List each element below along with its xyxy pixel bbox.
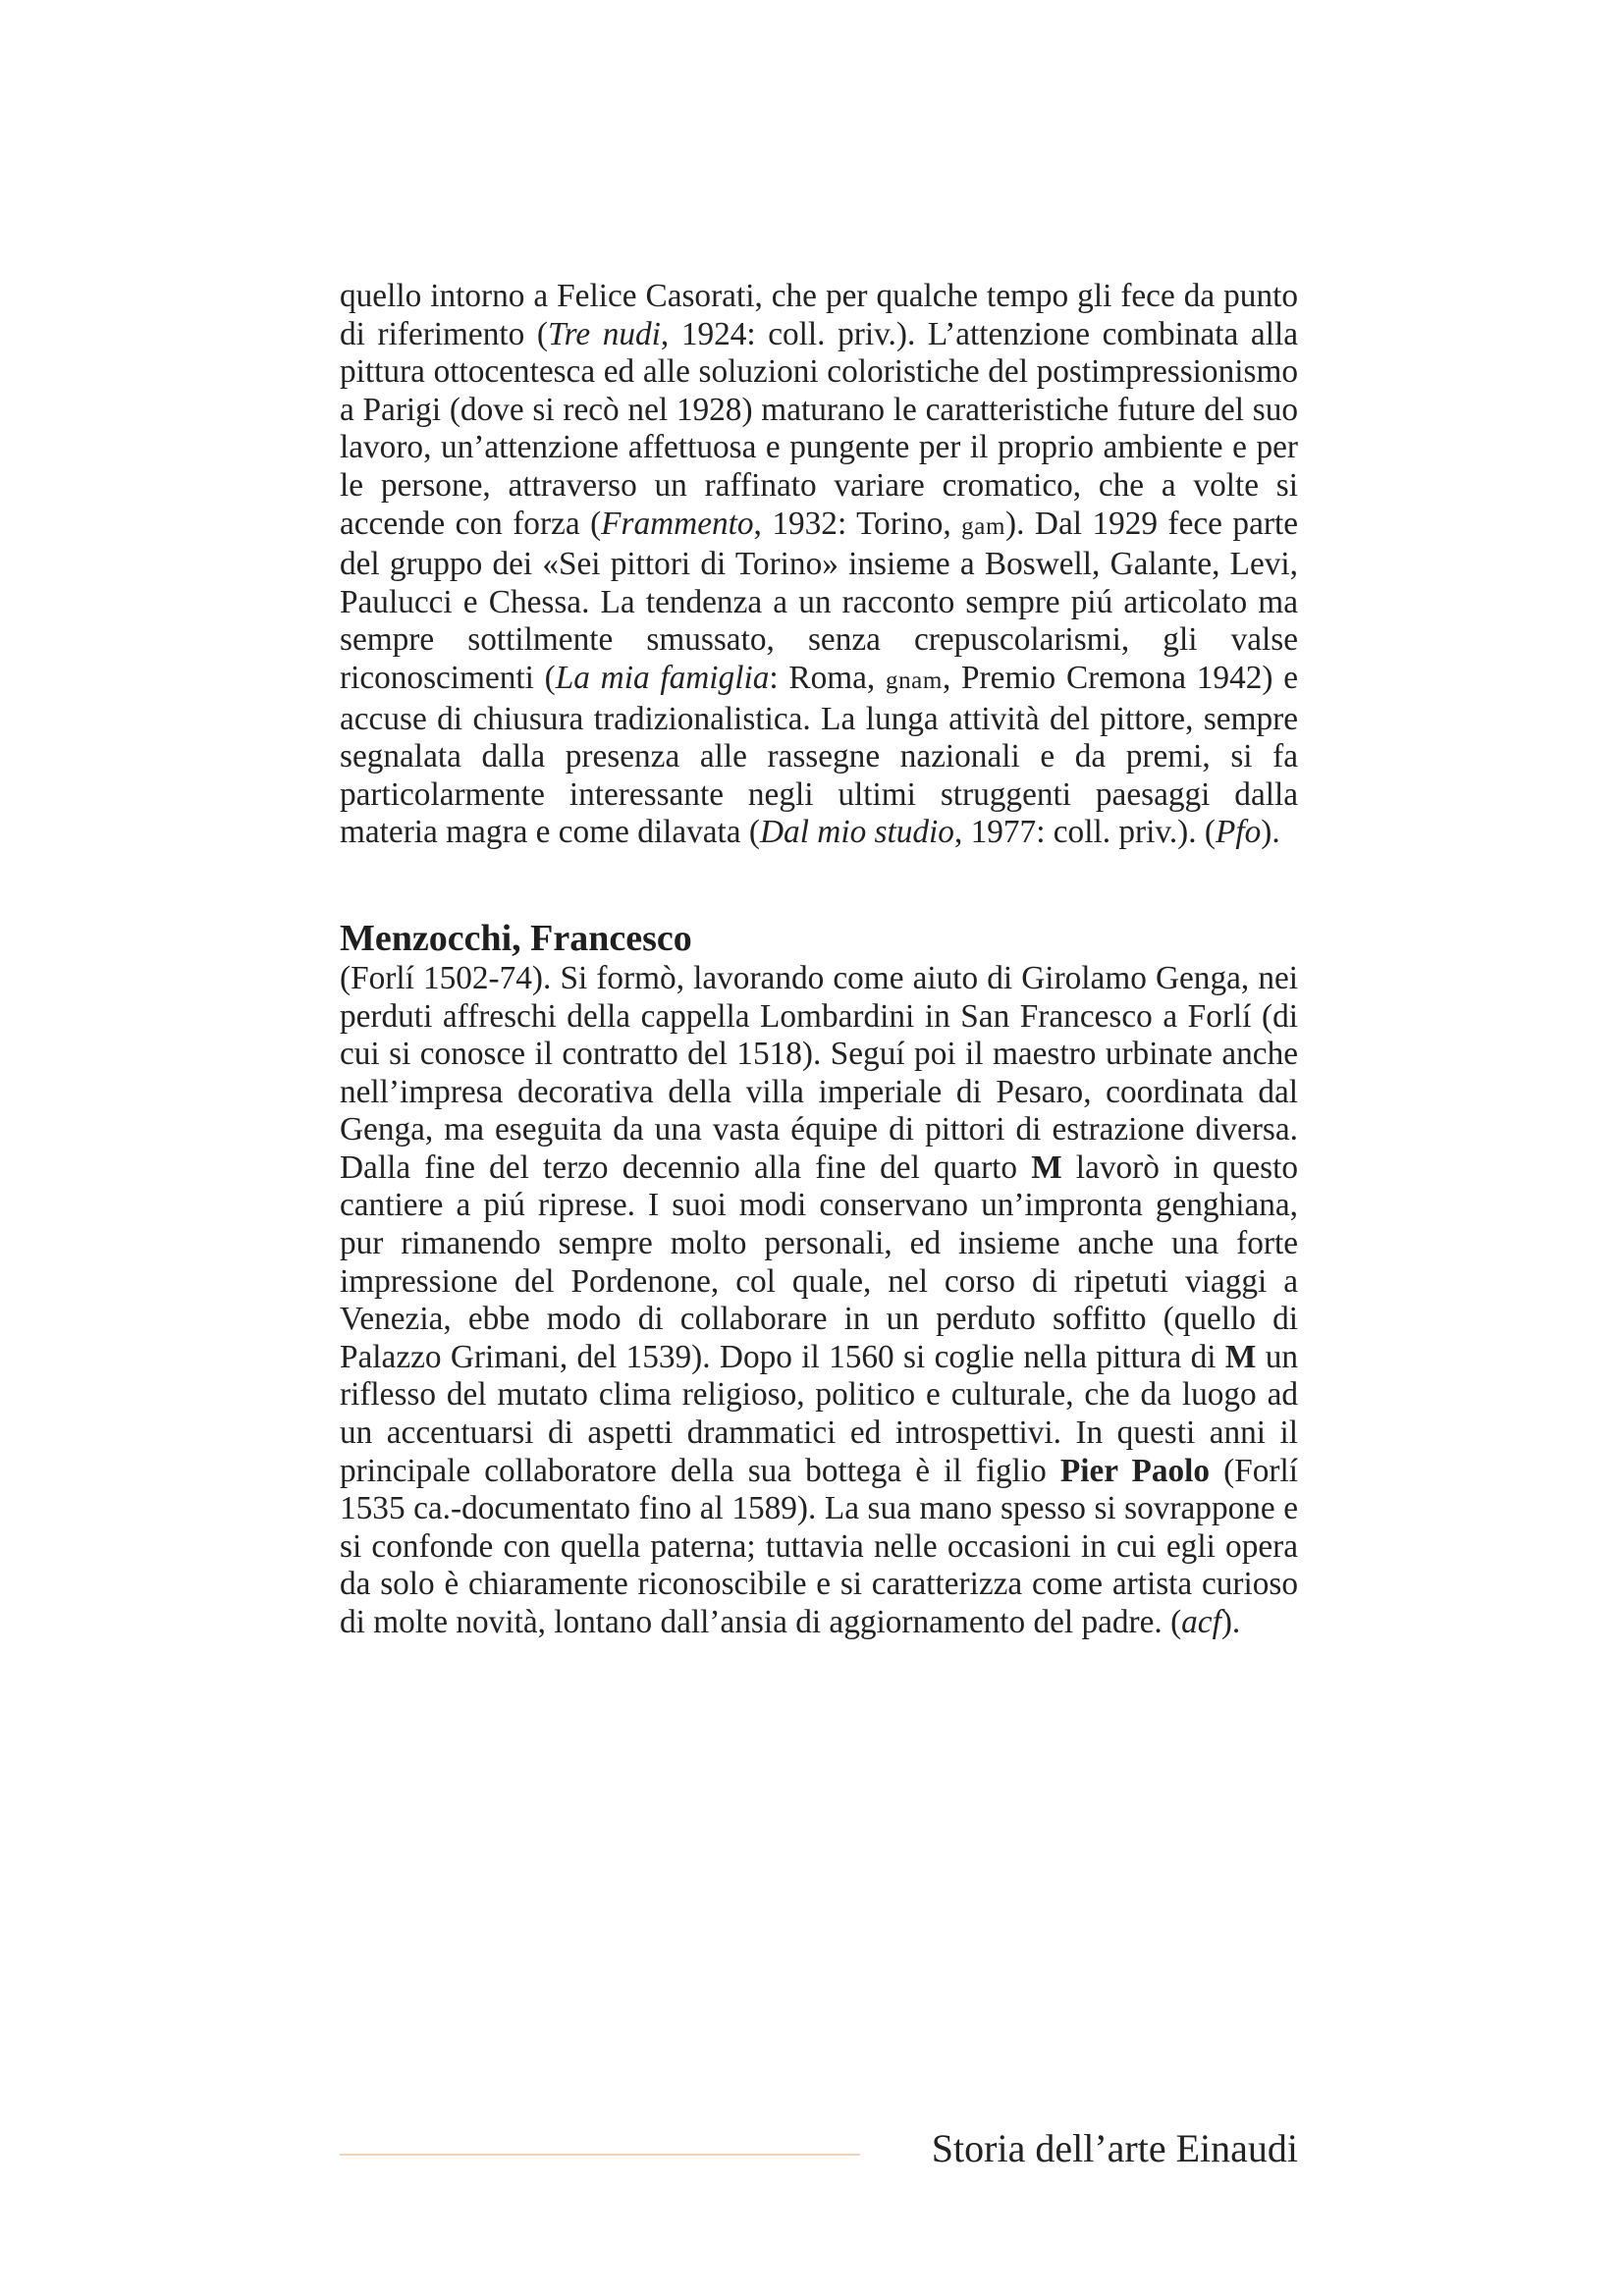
- italic-title-text: Pfo: [1215, 814, 1262, 851]
- body-text-run: , Premio Cremona 1942) e accuse di chiusura tradizionalistica. La lunga attività del pittore, sempre segnalata dalla presenza alle rassegne nazionali e da premi, si fa particolarmente interessante negli ultimi struggenti paesaggi dalla materia magra e come dilavata (: [340, 659, 1298, 851]
- footer-publication-title: Storia dell’arte Einaudi: [931, 2126, 1298, 2170]
- body-text-run: ). Dal 1929 fece parte del gruppo dei «Sei pittori di Torino» insieme a Boswell, Galante, Levi, Paulucci e Chessa. La tendenza a un racconto sempre piú articolato ma sempre sottilmente smussato, senza crepuscolarismi, gli valse riconoscimenti (: [340, 505, 1298, 696]
- entry-menzocchi-text: [340, 960, 1298, 1642]
- body-text-run: : Roma,: [769, 659, 886, 696]
- body-text-run: , 1932: Torino,: [753, 505, 962, 542]
- bold-name-text: M: [1224, 1338, 1257, 1375]
- museum-abbreviation: gam: [961, 512, 1006, 540]
- italic-title-text: Frammento: [601, 505, 754, 542]
- body-text-run: ).: [1261, 814, 1280, 851]
- italic-title-text: Tre nudi: [547, 315, 661, 352]
- page-footer: [340, 2126, 1298, 2175]
- footer-rule: [340, 2154, 860, 2156]
- body-text-run: quello intorno a Felice Casorati, che per qualche tempo gli fece da punto di riferimento (: [340, 278, 1298, 352]
- body-text-run: (Forlí 1502-74). Si formò, lavorando come aiuto di Girolamo Genga, nei perduti affreschi della cappella Lombardini in San Francesco a Forlí (di cui si conosce il contratto del 1518). Seguí poi il maestro urbinate anche nell’impresa decorativa della villa imperiale di Pesaro, coordinata dal Genga, ma eseguita da una vasta équipe di pittori di estrazione diversa. Dalla fine del terzo decennio alla fine del quarto: [340, 959, 1298, 1186]
- italic-title-text: Dal mio studio: [760, 814, 954, 851]
- body-text-run: , 1924: coll. priv.). L’attenzione combinata alla pittura ottocentesca ed alle soluzioni coloristiche del postimpressionismo a Parigi (dove si recò nel 1928) maturano le caratteristiche future del suo lavoro, un’attenzione affettuosa e pungente per il proprio ambiente e per le persone, attraverso un raffinato variare cromatico, che a volte si accende con forza (: [340, 315, 1298, 542]
- bold-name-text: M: [1031, 1148, 1062, 1186]
- body-text-run: , 1977: coll. priv.). (: [953, 814, 1216, 851]
- body-text-run: ).: [1220, 1604, 1241, 1640]
- museum-abbreviation: gnam: [885, 667, 943, 694]
- page-body: [340, 278, 1298, 1642]
- bold-name-text: Pier Paolo: [1059, 1452, 1211, 1489]
- body-text-run: lavorò in questo cantiere a piú riprese. I suoi modi conservano un’impronta genghiana, pur rimanendo sempre molto personali, ed insieme anche una forte impressione del Pordenone, col quale, nel corso di ripetuti viaggi a Venezia, ebbe modo di collaborare in un perduto soffitto (quello di Palazzo Grimani, del 1539). Dopo il 1560 si coglie nella pittura di: [340, 1148, 1298, 1375]
- entry-heading-menzocchi: Menzocchi, Francesco: [340, 917, 692, 959]
- italic-title-text: La mia famiglia: [555, 659, 770, 696]
- body-text-run: un riflesso del mutato clima religioso, politico e culturale, che da luogo ad un accentuarsi di aspetti drammatici ed introspettivi. In questi anni il principale collaboratore della sua bottega è il figlio: [340, 1338, 1298, 1489]
- italic-title-text: acf: [1181, 1604, 1221, 1640]
- body-text-run: (Forlí 1535 ca.-documentato fino al 1589). La sua mano spesso si sovrappone e si confonde con quella paterna; tuttavia nelle occasioni in cui egli opera da solo è chiaramente riconoscibile e si caratterizza come artista curioso di molte novità, lontano dall’ansia di aggiornamento del padre. (: [340, 1452, 1299, 1640]
- entry-previous-text: [340, 278, 1298, 852]
